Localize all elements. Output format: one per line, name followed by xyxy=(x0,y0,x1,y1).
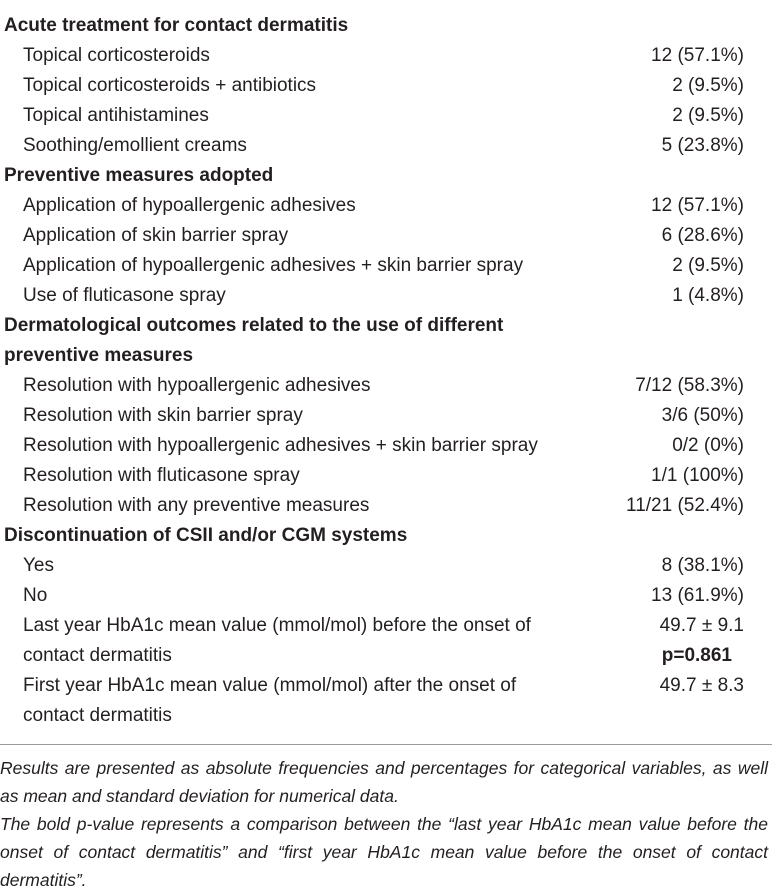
row-label: Resolution with any preventive measures xyxy=(23,495,370,516)
row-label: Soothing/emollient creams xyxy=(23,135,247,156)
table-row xyxy=(0,551,772,581)
p-value-cell xyxy=(554,641,772,671)
row-value: 12 (57.1%) xyxy=(651,195,744,216)
row-value: 1/1 (100%) xyxy=(651,465,744,486)
table-row xyxy=(0,131,772,161)
table-row xyxy=(0,371,772,401)
row-value: 2 (9.5%) xyxy=(672,105,744,126)
row-value: 7/12 (58.3%) xyxy=(635,375,744,396)
row-label: Application of hypoallergenic adhesives xyxy=(23,195,356,216)
section-header-dermatological-outcomes xyxy=(0,311,772,341)
table-row xyxy=(0,281,772,311)
table-row xyxy=(0,431,772,461)
section-title: Preventive measures adopted xyxy=(4,165,274,186)
footnote-1: Results are presented as absolute frequencies and percentages for categorical variables, as well as mean and standard deviation for numerical data. xyxy=(0,758,768,806)
row-value: 49.7 ± 8.3 xyxy=(659,675,744,696)
row-value: 0/2 (0%) xyxy=(672,435,744,456)
table-row xyxy=(0,101,772,131)
section-header-discontinuation xyxy=(0,521,772,551)
table-row xyxy=(0,251,772,281)
row-label: Topical corticosteroids xyxy=(23,45,210,66)
table-row xyxy=(0,491,772,521)
row-value: 2 (9.5%) xyxy=(672,255,744,276)
table-row xyxy=(0,581,772,611)
row-label: Resolution with hypoallergenic adhesives xyxy=(23,375,371,396)
row-label: Resolution with skin barrier spray xyxy=(23,405,303,426)
section-title-line1: Dermatological outcomes related to the use of different xyxy=(4,315,504,336)
table-row xyxy=(0,71,772,101)
table-row-hba1c-after xyxy=(0,671,772,701)
results-table xyxy=(0,11,772,731)
row-value: 6 (28.6%) xyxy=(661,225,744,246)
row-label-line2: contact dermatitis xyxy=(23,705,172,726)
section-title: Acute treatment for contact dermatitis xyxy=(4,15,349,36)
table-row-hba1c-before xyxy=(0,611,772,641)
p-value: p=0.861 xyxy=(661,645,732,666)
footnote-divider xyxy=(0,744,772,745)
section-header-dermatological-outcomes-cont xyxy=(0,341,772,371)
row-value: 1 (4.8%) xyxy=(672,285,744,306)
table-row xyxy=(0,41,772,71)
table-row xyxy=(0,461,772,491)
row-label-line2: contact dermatitis xyxy=(23,645,172,666)
row-value: 2 (9.5%) xyxy=(672,75,744,96)
row-label: Application of skin barrier spray xyxy=(23,225,289,246)
table-row xyxy=(0,401,772,431)
row-label: Resolution with fluticasone spray xyxy=(23,465,300,486)
table-footnotes xyxy=(0,754,768,894)
row-label: Topical antihistamines xyxy=(23,105,209,126)
section-header-acute-treatment xyxy=(0,11,772,41)
row-value: 13 (61.9%) xyxy=(651,585,744,606)
row-value: 49.7 ± 9.1 xyxy=(659,615,744,636)
section-title: Discontinuation of CSII and/or CGM systems xyxy=(4,525,408,546)
section-header-preventive-measures xyxy=(0,161,772,191)
row-label: No xyxy=(23,585,48,606)
row-value: 8 (38.1%) xyxy=(661,555,744,576)
table-row xyxy=(0,221,772,251)
section-title-line2: preventive measures xyxy=(4,345,194,366)
table-row-hba1c-after-cont xyxy=(0,701,772,731)
row-label: Resolution with hypoallergenic adhesives + skin barrier spray xyxy=(23,435,538,456)
row-label: Application of hypoallergenic adhesives + skin barrier spray xyxy=(23,255,524,276)
empty-value-cell xyxy=(554,701,772,731)
row-value: 12 (57.1%) xyxy=(651,45,744,66)
row-value: 5 (23.8%) xyxy=(661,135,744,156)
row-label: Topical corticosteroids + antibiotics xyxy=(23,75,317,96)
table-row-hba1c-before-cont xyxy=(0,641,772,671)
footnote-2: The bold p-value represents a comparison between the “last year HbA1c mean value before the onset of contact dermatitis” and “first year HbA1c mean value before the onset of contact dermatitis”. xyxy=(0,814,768,890)
row-value: 3/6 (50%) xyxy=(661,405,744,426)
row-label-line1: Last year HbA1c mean value (mmol/mol) before the onset of xyxy=(23,615,531,636)
row-label-line1: First year HbA1c mean value (mmol/mol) after the onset of xyxy=(23,675,517,696)
table-row xyxy=(0,191,772,221)
row-label: Use of fluticasone spray xyxy=(23,285,226,306)
row-value: 11/21 (52.4%) xyxy=(626,495,744,516)
row-label: Yes xyxy=(23,555,54,576)
